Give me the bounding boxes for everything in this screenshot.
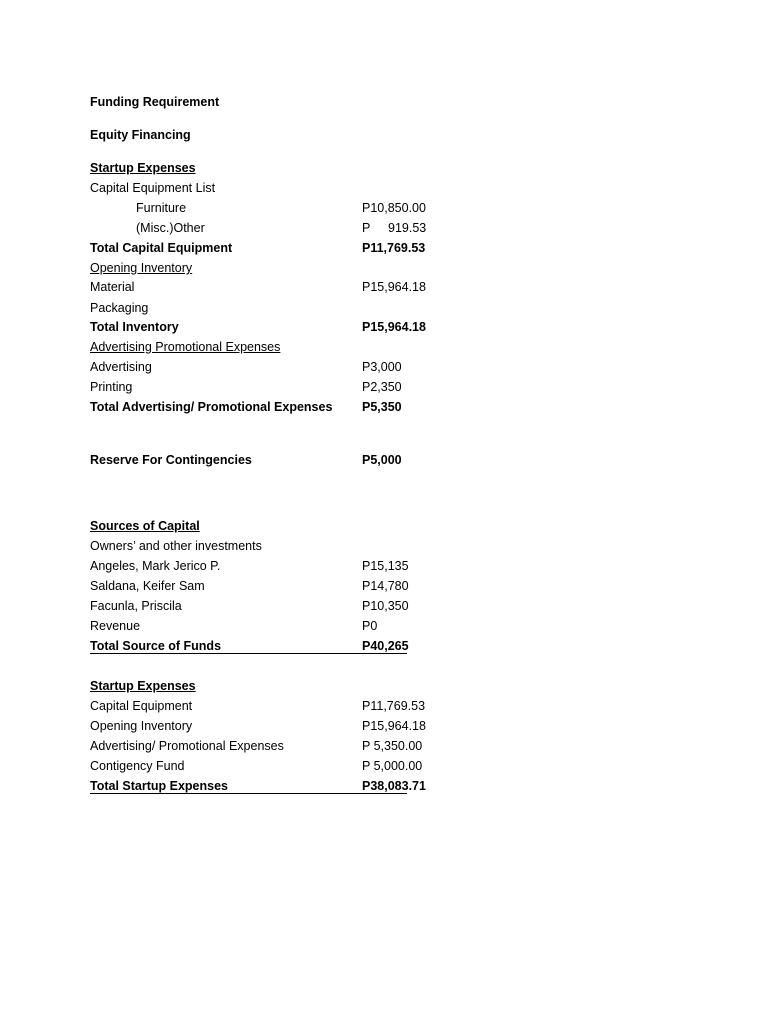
reserve-contingencies-label: Reserve For Contingencies bbox=[90, 453, 252, 467]
misc-other-label: (Misc.)Other bbox=[136, 221, 205, 235]
source-amount: P0 bbox=[362, 619, 378, 633]
summary-value: P 5,350.00 bbox=[362, 739, 423, 753]
source-amount: P14,780 bbox=[362, 579, 409, 593]
total-underline bbox=[90, 653, 407, 654]
reserve-contingencies-value: P5,000 bbox=[362, 453, 402, 467]
source-amount: P10,350 bbox=[362, 599, 409, 613]
total-startup-expenses-value: P38,083.71 bbox=[362, 779, 426, 793]
source-amount: P15,135 bbox=[362, 559, 409, 573]
source-name: Angeles, Mark Jerico P. bbox=[90, 559, 221, 573]
misc-other-value: P 919.53 bbox=[362, 221, 427, 235]
total-capital-equipment-label: Total Capital Equipment bbox=[90, 241, 233, 255]
printing-value: P2,350 bbox=[362, 380, 402, 394]
summary-label: Capital Equipment bbox=[90, 699, 193, 713]
source-name: Revenue bbox=[90, 619, 141, 633]
furniture-value: P10,850.00 bbox=[362, 201, 426, 215]
total-inventory-value: P15,964.18 bbox=[362, 320, 426, 334]
total-inventory-label: Total Inventory bbox=[90, 320, 179, 334]
advertising-label: Advertising bbox=[90, 360, 152, 374]
source-name: Facunla, Priscila bbox=[90, 599, 182, 613]
advertising-value: P3,000 bbox=[362, 360, 402, 374]
summary-value: P 5,000.00 bbox=[362, 759, 423, 773]
source-name: Saldana, Keifer Sam bbox=[90, 579, 205, 593]
summary-value: P11,769.53 bbox=[362, 699, 426, 713]
total-source-of-funds-label: Total Source of Funds bbox=[90, 639, 222, 653]
material-value: P15,964.18 bbox=[362, 280, 426, 294]
total-source-of-funds-value: P40,265 bbox=[362, 639, 409, 653]
summary-value: P15,964.18 bbox=[362, 719, 426, 733]
material-label: Material bbox=[90, 280, 135, 294]
total-advertising-label: Total Advertising/ Promotional Expenses bbox=[90, 400, 333, 414]
document-page: Funding Requirement Equity Financing Startup Expenses Capital Equipment List Furniture P10,850.00 (Misc.)Other P 919.53 Total Capital Equipment P11,769.53 Opening Inventory Material P15,964.18 Packaging Total Inventory P15,964.18 Advertising Promotional Expenses Advertising P3,000 Printing P2,350 Total Advertising/ Promotional Expenses P5,350 Reserve For Contingencies P5,000 Sources of Capital Owners’ and other investments Angeles, Mark Jerico P. P15,135 Saldana, Keifer Sam P14,780 Facunla, Priscila P10,350 Revenue P0 Total Source of Funds P40,265 Startup Expenses Capital Equipment P11,769.53 Opening Inventory P15,964.18 Advertising/ Promotional Expenses P 5,350.00 Contigency Fund P 5,000.00 Total Startup Expenses P38,083.71 bbox=[90, 95, 427, 793]
summary-label: Advertising/ Promotional Expenses bbox=[90, 739, 284, 753]
furniture-label: Furniture bbox=[136, 201, 187, 215]
total-underline bbox=[90, 793, 407, 794]
packaging-label: Packaging bbox=[90, 301, 149, 315]
total-capital-equipment-value: P11,769.53 bbox=[362, 241, 426, 255]
summary-label: Contigency Fund bbox=[90, 759, 185, 773]
total-advertising-value: P5,350 bbox=[362, 400, 402, 414]
printing-label: Printing bbox=[90, 380, 133, 394]
summary-label: Opening Inventory bbox=[90, 719, 193, 733]
total-startup-expenses-label: Total Startup Expenses bbox=[90, 779, 228, 793]
